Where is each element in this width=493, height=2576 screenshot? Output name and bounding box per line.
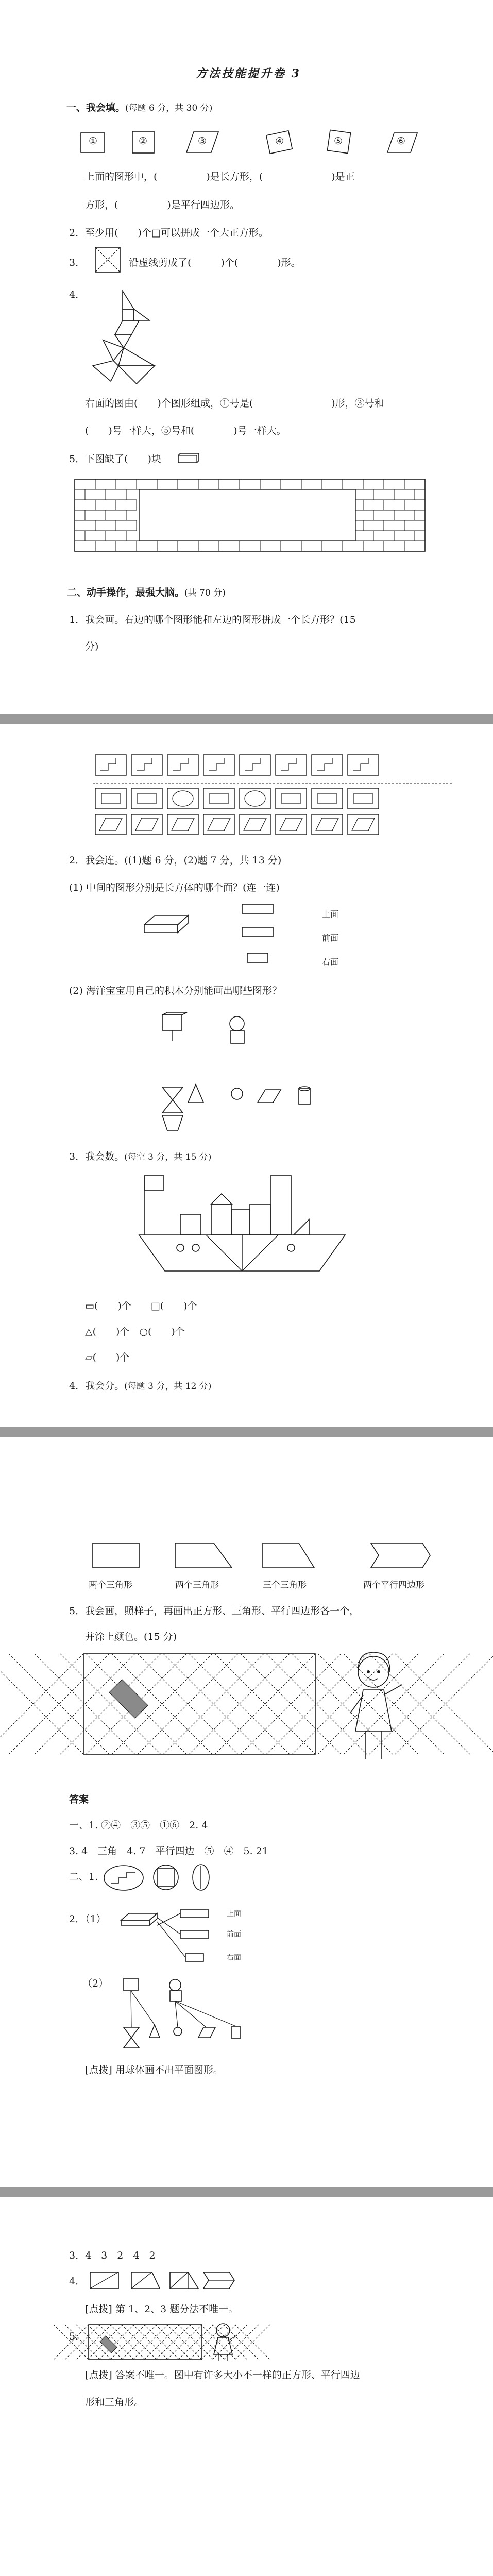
page-3 — [0, 1437, 493, 2187]
six-shapes-figure — [0, 129, 493, 160]
divide-label-3: 三个三角形 — [263, 1580, 307, 1590]
divide-label-2: 两个三角形 — [175, 1580, 219, 1590]
page-4 — [0, 2197, 493, 2576]
tip-2: [点拨] 第 1、2、3 题分法不唯一。 — [85, 2303, 239, 2315]
shape-label-4: ④ — [275, 135, 284, 147]
answer-p4-q4: 4． — [69, 2276, 86, 2287]
answer-q2-2-label: （2） — [82, 1978, 109, 1989]
count-row-3: ▱( )个 — [85, 1352, 130, 1363]
answer-line-1: 一、1. ②④ ③⑤ ①⑥ 2. 4 — [69, 1820, 208, 1831]
answer-p4-q5: 5． — [69, 2331, 86, 2342]
girl-illustration — [343, 1649, 410, 1767]
answer-circled-shapes — [103, 1862, 268, 1893]
face-label-top: 上面 — [322, 909, 339, 919]
answer-p4-q3: 3．4 3 2 4 2 — [69, 2250, 156, 2261]
cut-square-figure — [94, 246, 125, 277]
answer-diamond-grid — [88, 2324, 206, 2362]
page-separator — [0, 714, 493, 724]
divide-label-1: 两个三角形 — [89, 1580, 132, 1590]
p3-q5-line1: 5．我会画，照样子，再画出正方形、三角形、平行四边形各一个， — [69, 1605, 360, 1617]
section-1-heading: 一、我会填。(每题 6 分，共 30 分) — [66, 102, 213, 113]
shape-label-1: ① — [89, 135, 98, 147]
shape-label-3: ③ — [198, 135, 207, 147]
tangram-figure — [82, 289, 185, 392]
p2-q2-1: (1) 中间的图形分别是长方体的哪个面？(连一连) — [69, 882, 280, 893]
shape-label-2: ② — [139, 135, 148, 147]
answer-title: 答案 — [69, 1794, 89, 1805]
cuboid-figure — [139, 904, 201, 935]
blocks-figure — [139, 1012, 355, 1141]
answer-divided-shapes — [88, 2269, 242, 2293]
answer-blocks-lines — [108, 1976, 263, 2053]
page-separator — [0, 1427, 493, 1437]
page-2 — [0, 724, 493, 1427]
p2-q4: 4．我会分。(每题 3 分，共 12 分) — [69, 1380, 212, 1392]
brick-wall-figure — [72, 477, 433, 554]
q1-line2: 方形，( )是平行四边形。 — [85, 199, 240, 211]
q1-line1: 上面的图形中，( )是长方形，( )是正 — [85, 171, 355, 182]
p3-q5-line2: 并涂上颜色。(15 分) — [85, 1631, 177, 1642]
p2-q3: 3．我会数。(每空 3 分，共 15 分) — [69, 1151, 212, 1162]
ship-figure — [139, 1173, 355, 1276]
face-label-front: 前面 — [322, 933, 339, 943]
q3-number: 3． — [69, 257, 86, 268]
faces-figure — [237, 902, 283, 974]
answer-face-right: 右面 — [227, 1954, 241, 1962]
tip-1: [点拨] 用球体画不出平面图形。 — [85, 2064, 223, 2076]
sec2-q1-line1: 1．我会画。右边的哪个图形能和左边的图形拼成一个长方形？(15 — [69, 614, 356, 625]
divide-shapes-figure — [82, 1538, 493, 1574]
answer-face-front: 前面 — [227, 1930, 241, 1939]
page-separator — [0, 2187, 493, 2197]
q4-number: 4． — [69, 289, 86, 300]
page-title: 方法技能提升卷 3 — [196, 67, 301, 80]
answer-q2-label: 2．（1） — [69, 1913, 106, 1925]
q4-line1: 右面的图由( )个图形组成，①号是( )形，③号和 — [85, 398, 384, 409]
shape-label-5: ⑤ — [334, 135, 343, 147]
tip-3-line1: [点拨] 答案不唯一。图中有许多大小不一样的正方形、平行四边 — [85, 2369, 360, 2381]
tip-3-line2: 形和三角形。 — [85, 2397, 144, 2408]
shape-label-6: ⑥ — [397, 135, 406, 147]
rectangle-puzzle-figure — [93, 752, 464, 842]
diamond-grid-figure — [82, 1653, 319, 1758]
section-2-heading: 二、动手操作，最强大脑。(共 70 分) — [67, 587, 226, 598]
answer-line-2: 3. 4 三角 4. 7 平行四边 ⑤ ④ 5. 21 — [69, 1845, 268, 1857]
answer-face-top: 上面 — [227, 1910, 241, 1918]
count-row-1: ▭( )个 □( )个 — [85, 1300, 197, 1312]
q3-text: 沿虚线剪成了( )个( )形。 — [129, 257, 301, 268]
q2-text: 2．至少用( )个□可以拼成一个大正方形。 — [69, 227, 268, 239]
count-row-2: △( )个 ○( )个 — [85, 1326, 185, 1337]
p2-q2-2: (2) 海洋宝宝用自己的积木分别能画出哪些图形？ — [69, 985, 282, 996]
sec2-q1-line2: 分) — [85, 641, 99, 652]
p2-q2: 2．我会连。((1)题 6 分，(2)题 7 分，共 13 分) — [69, 855, 282, 866]
brick-icon — [177, 452, 208, 465]
q5-text: 5．下图缺了( )块 — [69, 453, 161, 465]
face-label-right: 右面 — [322, 957, 339, 967]
q4-line2: ( )号一样大，⑤号和( )号一样大。 — [85, 425, 286, 436]
answer-girl-illustration — [209, 2321, 240, 2362]
page-1 — [0, 0, 493, 714]
divide-label-4: 两个平行四边形 — [363, 1580, 424, 1590]
answer-line-3: 二、1. — [69, 1871, 98, 1883]
